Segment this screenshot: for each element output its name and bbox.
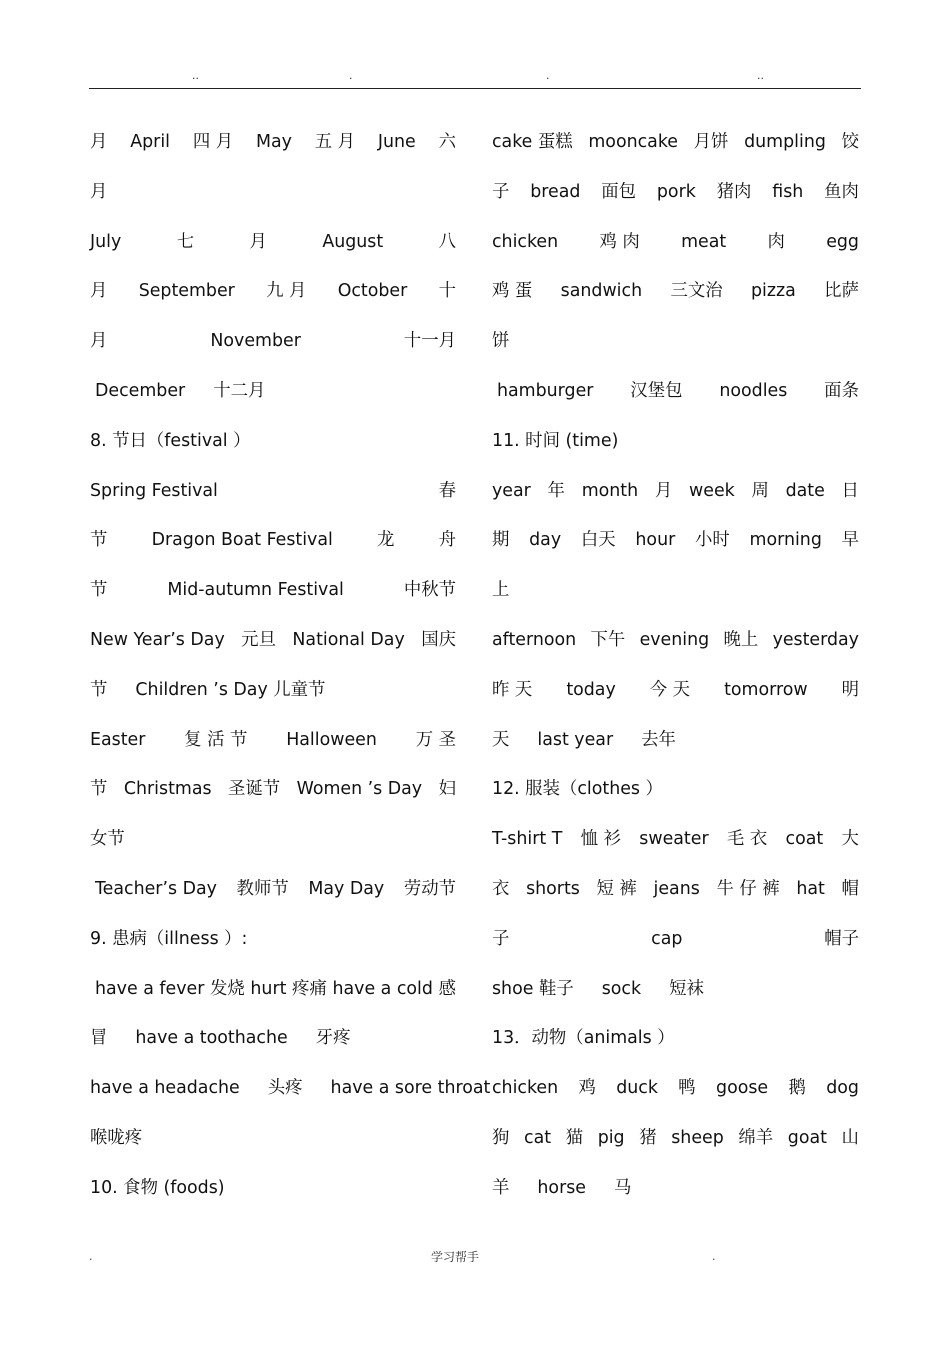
vocab-text: 舟 bbox=[438, 530, 456, 551]
vocab-text: today bbox=[566, 679, 616, 700]
vocab-text: 月 bbox=[90, 132, 108, 152]
right-line bbox=[492, 1064, 859, 1114]
vocab-text: noodles bbox=[719, 380, 788, 401]
vocab-text: 鸡 蛋 bbox=[492, 281, 533, 302]
vocab-text: 节 bbox=[90, 530, 108, 551]
left-line bbox=[90, 218, 456, 268]
vocab-text: chicken bbox=[492, 231, 559, 252]
vocab-text: month bbox=[581, 480, 639, 501]
right-line bbox=[492, 765, 859, 815]
left-line bbox=[90, 666, 456, 716]
vocab-text: 衣 bbox=[492, 878, 510, 899]
vocab-text: 日 bbox=[841, 480, 859, 501]
vocab-text: 8. 节日（festival ） bbox=[90, 430, 251, 451]
vocab-text: 昨 天 bbox=[492, 679, 533, 700]
right-line bbox=[492, 467, 859, 517]
vocab-text: hamburger bbox=[497, 380, 594, 401]
vocab-text: 短袜 bbox=[669, 978, 704, 999]
vocab-text: hat bbox=[796, 878, 825, 899]
vocab-text: coat bbox=[785, 829, 824, 850]
vocab-text: 头疼 bbox=[267, 1078, 303, 1099]
vocab-text: have a toothache bbox=[135, 1028, 288, 1049]
vocab-text: 节 bbox=[90, 779, 108, 800]
vocab-text: last year bbox=[537, 729, 614, 750]
right-line bbox=[492, 915, 859, 965]
left-line bbox=[90, 417, 456, 467]
vocab-text: date bbox=[785, 480, 825, 501]
left-line bbox=[90, 1114, 456, 1164]
vocab-text: 11. 时间 (time) bbox=[492, 430, 619, 451]
vocab-text: 汉堡包 bbox=[630, 380, 683, 401]
vocab-text: 八 bbox=[438, 231, 456, 252]
vocab-text: 猪肉 bbox=[716, 181, 752, 202]
vocab-text: 肉 bbox=[767, 231, 785, 252]
vocab-text: 六 bbox=[438, 132, 456, 152]
vocab-text: 圣诞节 bbox=[228, 779, 281, 800]
left-line bbox=[90, 467, 456, 517]
left-line bbox=[90, 1064, 491, 1114]
page-footer bbox=[89, 1248, 861, 1268]
vocab-text: 狗 bbox=[492, 1127, 510, 1148]
vocab-text: 三文治 bbox=[670, 281, 723, 302]
vocab-text: sweater bbox=[639, 829, 709, 850]
vocab-text: tomorrow bbox=[724, 679, 808, 700]
footer-text: 学习帮手 bbox=[431, 1250, 480, 1264]
vocab-text: 鱼肉 bbox=[824, 181, 859, 202]
left-line bbox=[90, 317, 456, 367]
vocab-text: April bbox=[130, 132, 170, 152]
right-line bbox=[492, 666, 859, 716]
vocab-text: bread bbox=[530, 181, 581, 202]
vocab-text: National Day bbox=[292, 629, 405, 650]
vocab-text: Halloween bbox=[286, 729, 377, 750]
right-line bbox=[492, 317, 859, 367]
vocab-text: dumpling bbox=[744, 132, 826, 152]
vocab-text: 比萨 bbox=[824, 281, 859, 302]
vocab-text: T-shirt T bbox=[492, 829, 563, 850]
vocab-text: chicken bbox=[492, 1078, 559, 1099]
page-header bbox=[89, 64, 861, 89]
vocab-text: 饺 bbox=[841, 132, 859, 152]
vocab-text: 鸡 肉 bbox=[599, 231, 640, 252]
header-mark: .. bbox=[192, 69, 199, 82]
left-line bbox=[90, 566, 456, 616]
left-line bbox=[90, 168, 456, 218]
vocab-text: 复 活 节 bbox=[184, 729, 248, 750]
vocab-text: sandwich bbox=[560, 281, 643, 302]
vocab-text: day bbox=[529, 530, 562, 551]
left-line bbox=[90, 516, 456, 566]
vocab-text: year bbox=[492, 480, 531, 501]
vocab-text: 五 月 bbox=[314, 132, 356, 152]
vocab-text: 十一月 bbox=[403, 331, 456, 352]
vocab-text: 9. 患病（illness ）: bbox=[90, 928, 248, 949]
vocab-text: jeans bbox=[653, 878, 700, 899]
vocab-text: 发烧 bbox=[209, 978, 245, 999]
vocab-text: have a sore throat bbox=[330, 1078, 491, 1099]
vocab-text: sheep bbox=[671, 1127, 724, 1148]
vocab-text: 妇 bbox=[438, 779, 456, 800]
right-line bbox=[492, 1014, 859, 1064]
vocab-text: dog bbox=[826, 1078, 859, 1099]
left-line bbox=[90, 616, 456, 666]
vocab-text: evening bbox=[639, 629, 710, 650]
vocab-text: shoe 鞋子 bbox=[492, 978, 574, 999]
right-line bbox=[492, 616, 859, 666]
vocab-text: yesterday bbox=[772, 629, 859, 650]
left-line bbox=[90, 716, 456, 766]
vocab-text: Dragon Boat Festival bbox=[151, 530, 333, 551]
vocab-text: meat bbox=[681, 231, 727, 252]
vocab-text: 劳动节 bbox=[403, 878, 456, 899]
right-line bbox=[492, 367, 859, 417]
left-line bbox=[90, 367, 456, 417]
vocab-text: 喉咙疼 bbox=[90, 1127, 143, 1148]
right-line bbox=[492, 566, 859, 616]
vocab-text: December bbox=[95, 380, 186, 401]
vocab-text: New Year’s Day bbox=[90, 629, 225, 650]
vocab-text: 上 bbox=[492, 580, 510, 601]
vocab-text: 感 bbox=[438, 978, 456, 999]
vocab-text: 鸡 bbox=[578, 1078, 596, 1099]
vocab-text: 节 bbox=[90, 580, 108, 601]
right-line bbox=[492, 267, 859, 317]
vocab-text: 小时 bbox=[694, 530, 730, 551]
right-line bbox=[492, 168, 859, 218]
vocab-text: Spring Festival bbox=[90, 480, 218, 501]
right-line bbox=[492, 417, 859, 467]
vocab-text: August bbox=[322, 231, 384, 252]
vocab-text: 帽子 bbox=[824, 928, 859, 949]
vocab-text: hour bbox=[635, 530, 676, 551]
header-mark: .. bbox=[757, 69, 764, 82]
left-line bbox=[90, 118, 456, 168]
vocab-text: egg bbox=[826, 231, 859, 252]
vocab-text: 10. 食物 (foods) bbox=[90, 1177, 225, 1198]
vocab-text: Children ’s Day 儿童节 bbox=[135, 679, 326, 700]
vocab-text: 早 bbox=[841, 530, 859, 551]
vocab-text: 节 bbox=[90, 679, 108, 700]
vocab-text: 元旦 bbox=[241, 629, 276, 650]
right-line bbox=[492, 118, 859, 168]
left-line bbox=[90, 815, 456, 865]
left-line bbox=[90, 865, 456, 915]
left-line bbox=[90, 1014, 456, 1064]
vocab-text: 13．动物（animals ） bbox=[492, 1028, 675, 1049]
right-line bbox=[492, 815, 859, 865]
vocab-text: have a cold bbox=[332, 978, 433, 999]
left-line bbox=[90, 965, 456, 1015]
right-column bbox=[492, 118, 859, 1214]
vocab-text: have a headache bbox=[90, 1078, 240, 1099]
right-line bbox=[492, 865, 859, 915]
vocab-text: 子 bbox=[492, 928, 510, 949]
vocab-text: 十二月 bbox=[213, 380, 266, 401]
vocab-text: 万 圣 bbox=[415, 729, 456, 750]
vocab-text: cat bbox=[524, 1127, 552, 1148]
vocab-text: 马 bbox=[613, 1177, 632, 1198]
vocab-text: 大 bbox=[841, 829, 859, 850]
vocab-text: 鹅 bbox=[788, 1078, 806, 1099]
vocab-text: fish bbox=[772, 181, 804, 202]
vocab-text: 教师节 bbox=[236, 878, 289, 899]
vocab-text: 年 bbox=[547, 480, 565, 501]
vocab-text: Mid-autumn Festival bbox=[167, 580, 344, 601]
vocab-text: 期 bbox=[492, 530, 510, 551]
vocab-text: 猫 bbox=[565, 1127, 584, 1148]
right-line bbox=[492, 965, 859, 1015]
vocab-text: 羊 bbox=[492, 1177, 510, 1198]
vocab-text: 晚上 bbox=[723, 629, 759, 650]
vocab-text: May bbox=[255, 132, 292, 152]
vocab-text: 月 bbox=[249, 231, 267, 252]
vocab-text: 恤 衫 bbox=[580, 829, 621, 850]
vocab-text: goat bbox=[787, 1127, 827, 1148]
vocab-text: 冒 bbox=[90, 1028, 108, 1049]
vocab-text: goose bbox=[716, 1078, 769, 1099]
vocab-text: have a fever bbox=[95, 978, 205, 999]
vocab-text: sock bbox=[601, 978, 642, 999]
vocab-text: pork bbox=[656, 181, 696, 202]
vocab-text: 面条 bbox=[824, 380, 859, 401]
header-mark: . bbox=[546, 69, 550, 82]
vocab-text: horse bbox=[537, 1177, 586, 1198]
vocab-text: 月 bbox=[654, 480, 673, 501]
vocab-text: cap bbox=[651, 928, 683, 949]
vocab-text: 国庆 bbox=[421, 629, 456, 650]
vocab-text: 天 bbox=[492, 729, 510, 750]
right-line bbox=[492, 1114, 859, 1164]
vocab-text: 疼痛 bbox=[292, 978, 327, 999]
vocab-text: 四 月 bbox=[192, 132, 234, 152]
vocab-text: 12. 服装（clothes ） bbox=[492, 779, 663, 800]
vocab-text: 月 bbox=[90, 281, 108, 302]
footer-right-mark: . bbox=[712, 1250, 716, 1263]
vocab-text: 山 bbox=[841, 1127, 859, 1148]
vocab-text: 牙疼 bbox=[315, 1028, 351, 1049]
vocab-text: 周 bbox=[751, 480, 769, 501]
right-line bbox=[492, 1164, 859, 1214]
left-line bbox=[90, 267, 456, 317]
right-line bbox=[492, 218, 859, 268]
vocab-text: afternoon bbox=[492, 629, 577, 650]
vocab-text: mooncake bbox=[588, 132, 678, 152]
vocab-text: 明 bbox=[841, 679, 859, 700]
vocab-text: Women ’s Day bbox=[296, 779, 423, 800]
vocab-text: 白天 bbox=[580, 530, 616, 551]
vocab-text: 下午 bbox=[590, 629, 626, 650]
vocab-text: 十 bbox=[438, 281, 456, 302]
vocab-text: 绵羊 bbox=[738, 1127, 774, 1148]
left-line bbox=[90, 915, 456, 965]
vocab-text: November bbox=[210, 331, 301, 352]
left-column bbox=[90, 118, 491, 1214]
vocab-text: 九 月 bbox=[266, 281, 307, 302]
vocab-text: May Day bbox=[308, 878, 385, 899]
vocab-text: morning bbox=[749, 530, 822, 551]
vocab-text: 去年 bbox=[641, 729, 676, 750]
vocab-text: duck bbox=[616, 1078, 658, 1099]
vocab-text: 鸭 bbox=[678, 1078, 696, 1099]
vocab-text: October bbox=[337, 281, 408, 302]
right-line bbox=[492, 716, 859, 766]
vocab-text: 春 bbox=[438, 480, 456, 501]
vocab-text: pig bbox=[597, 1127, 625, 1148]
vocab-text: Easter bbox=[90, 729, 146, 750]
left-line bbox=[90, 1164, 456, 1214]
vocab-text: 子 bbox=[492, 181, 510, 202]
vocab-text: July bbox=[90, 231, 122, 252]
left-line bbox=[90, 765, 456, 815]
vocab-text: week bbox=[689, 480, 735, 501]
vocab-text: cake 蛋糕 bbox=[492, 132, 573, 152]
vocab-text: 月 bbox=[90, 331, 108, 352]
vocab-text: June bbox=[377, 132, 416, 152]
vocab-text: hurt bbox=[250, 978, 287, 999]
vocab-text: 龙 bbox=[377, 530, 395, 551]
vocab-text: 女节 bbox=[90, 829, 125, 850]
vocab-text: 饼 bbox=[492, 331, 510, 352]
vocab-text: 牛 仔 裤 bbox=[716, 878, 780, 899]
vocab-text: shorts bbox=[526, 878, 580, 899]
header-mark: . bbox=[349, 69, 353, 82]
vocab-text: 猪 bbox=[639, 1127, 657, 1148]
footer-left-mark: . bbox=[89, 1250, 93, 1263]
vocab-text: 短 裤 bbox=[596, 878, 637, 899]
vocab-text: Teacher’s Day bbox=[95, 878, 217, 899]
vocab-text: 七 bbox=[176, 231, 195, 252]
right-line bbox=[492, 516, 859, 566]
vocab-text: 面包 bbox=[601, 181, 637, 202]
vocab-text: 月 bbox=[90, 181, 108, 202]
vocab-text: September bbox=[138, 281, 235, 302]
vocab-text: pizza bbox=[751, 281, 796, 302]
vocab-text: 帽 bbox=[841, 878, 859, 899]
vocab-text: Christmas bbox=[123, 779, 212, 800]
vocab-text: 月饼 bbox=[693, 132, 729, 152]
vocab-text: 今 天 bbox=[649, 679, 691, 700]
vocab-text: 毛 衣 bbox=[726, 829, 768, 850]
vocab-text: 中秋节 bbox=[403, 580, 456, 601]
